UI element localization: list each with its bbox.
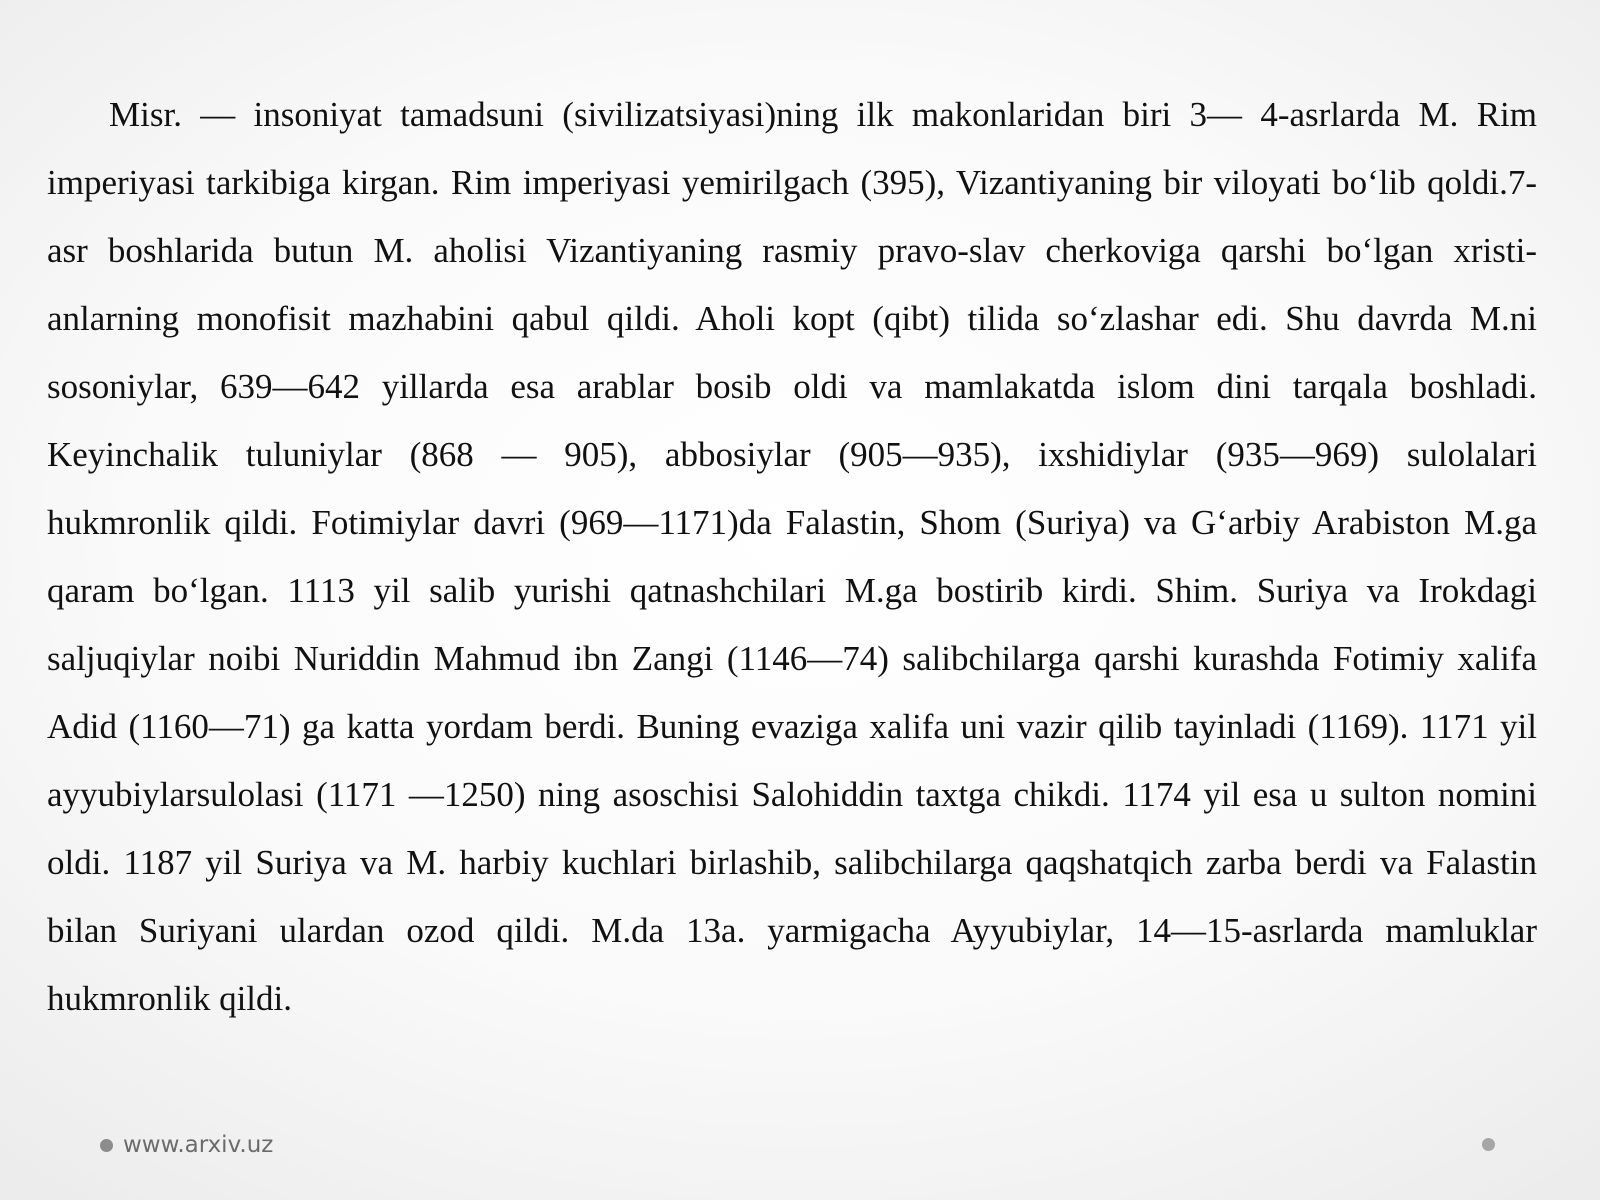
slide-body-text: Misr. — insoniyat tamadsuni (sivilizatsiyasi)ning ilk makonlaridan biri 3— 4-asrlarda M. Rim imperiyasi tarkibiga kirgan. Rim imperiyasi yemirilgach (395), Vizantiyaning bir viloyati bo‘lib qoldi.7-asr boshlarida butun M. aholisi Vizantiyaning rasmiy pravo-slav cherkoviga qarshi bo‘lgan xristi-anlarning monofisit mazhabini qabul qildi. Aholi kopt (qibt) tilida so‘zlashar edi. Shu davrda M.ni sosoniylar, 639—642 yillarda esa arablar bosib oldi va mamlakatda islom dini tarqala boshladi. Keyinchalik tuluniylar (868 — 905), abbosiylar (905—935), ixshidiylar (935—969) sulolalari hukmronlik qildi. Fotimiylar davri (969—1171)da Falastin, Shom (Suriya) va G‘arbiy Arabiston M.ga qaram bo‘lgan. 1113 yil salib yurishi qatnashchilari M.ga bostirib kirdi. Shim. Suriya va Irokdagi saljuqiylar noibi Nuriddin Mahmud ibn Zangi (1146—74) salibchilarga qarshi kurashda Fotimiy xalifa Adid (1160—71) ga katta yordam berdi. Buning evaziga xalifa uni vazir qilib tayinladi (1169). 1171 yil ayyubiylarsulolasi (1171 —1250) ning asoschisi Salohiddin taxtga chikdi. 1174 yil esa u sulton nomini oldi. 1187 yil Suriya va M. harbiy kuchlari birlashib, salibchilarga qaqshatqich zarba berdi va Falastin bilan Suriyani ulardan ozod qildi. M.da 13a. yarmigacha Ayyubiylar, 14—15-asrlarda mamluklar hukmronlik qildi. [47, 95, 1537, 1018]
page-dot-icon [1482, 1138, 1495, 1151]
slide-footer [100, 1128, 273, 1162]
footer-website: www.arxiv.uz [123, 1132, 274, 1158]
bullet-dot-icon [100, 1139, 113, 1152]
